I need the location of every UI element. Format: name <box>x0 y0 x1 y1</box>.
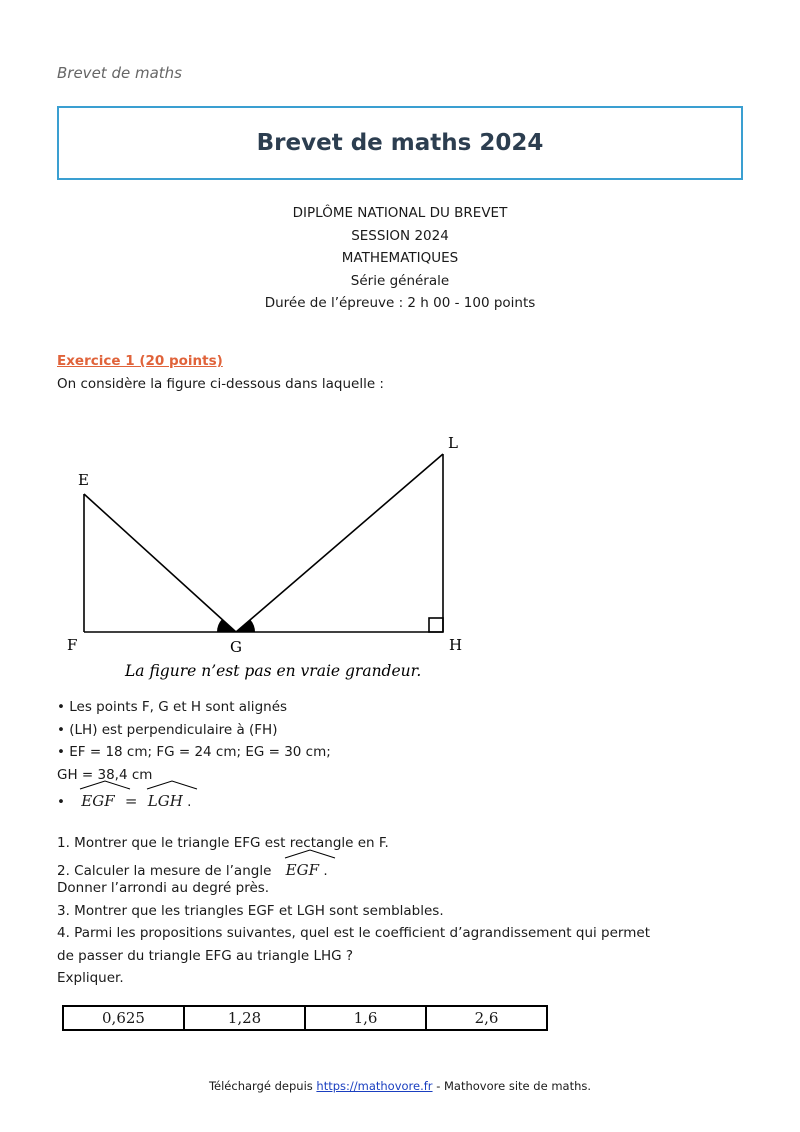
exam-info-line: DIPLÔME NATIONAL DU BREVET <box>292 205 508 221</box>
footer-link[interactable]: https://mathovore.fr <box>316 1079 433 1093</box>
angle-hat-icon <box>284 849 336 859</box>
exam-info-line: MATHEMATIQUES <box>341 250 459 266</box>
figure-caption: La figure n’est pas en vraie grandeur. <box>125 662 422 680</box>
table-row <box>63 1006 547 1030</box>
right-angle-mark <box>429 618 443 632</box>
question-4-line2: de passer du triangle EFG au triangle LHG ? <box>57 947 354 964</box>
triangle-efg <box>84 454 443 632</box>
period: . <box>323 862 328 879</box>
questions-list <box>57 832 650 990</box>
period: . <box>187 794 192 810</box>
choice-cell: 0,625 <box>63 1006 184 1030</box>
fact-item: • Les points F, G et H sont alignés <box>57 699 288 715</box>
exam-info-line: Durée de l’épreuve : 2 h 00 - 100 points <box>264 295 536 311</box>
fact-item: GH = 38,4 cm <box>57 766 153 783</box>
choice-cell: 2,6 <box>426 1006 547 1030</box>
angle-mark-left <box>217 619 236 632</box>
label-l: L <box>448 434 458 452</box>
question-2: 2. Calculer la mesure de l’angle EGF . <box>57 855 650 878</box>
question-1: 1. Montrer que le triangle EFG est rectangle en F. <box>57 835 389 851</box>
exam-info-line: SESSION 2024 <box>351 227 449 244</box>
facts-list <box>57 696 331 814</box>
question-2-rounding: Donner l’arrondi au degré près. <box>57 880 270 896</box>
question-3: 3. Montrer que les triangles EGF et LGH sont semblables. <box>57 902 444 919</box>
header-label: Brevet de maths <box>57 64 182 82</box>
choice-cell: 1,28 <box>184 1006 305 1030</box>
angle-hat-icon <box>146 780 198 790</box>
choices-table <box>62 1005 548 1031</box>
exam-info <box>0 202 800 315</box>
exercise-title: Exercice 1 (20 points) <box>57 353 223 369</box>
angle-egf: EGF <box>286 855 319 882</box>
title-box <box>57 106 743 180</box>
label-h: H <box>449 636 463 654</box>
exam-info-line: Série générale <box>350 272 450 289</box>
question-4-line3: Expliquer. <box>57 970 124 986</box>
footer-prefix: Téléchargé depuis <box>208 1079 313 1093</box>
segment-gl <box>236 454 443 632</box>
page-title: Brevet de maths 2024 <box>256 130 544 156</box>
angle-egf: EGF <box>81 786 114 813</box>
angle-hat-icon <box>79 780 131 790</box>
footer-suffix: - Mathovore site de maths. <box>436 1079 592 1093</box>
equals-sign: = <box>124 792 138 810</box>
label-g: G <box>230 638 242 656</box>
label-e: E <box>78 471 89 489</box>
choice-cell: 1,6 <box>305 1006 426 1030</box>
geometry-figure <box>57 428 477 688</box>
label-f: F <box>67 636 78 654</box>
segment-eg <box>84 494 236 632</box>
footer <box>0 1079 800 1093</box>
fact-item: • EF = 18 cm; FG = 24 cm; EG = 30 cm; <box>57 744 331 760</box>
angle-mark-right <box>236 620 255 632</box>
question-4-line1: 4. Parmi les propositions suivantes, quel est le coefficient d’agrandissement qui permet <box>57 925 650 941</box>
fact-item: • (LH) est perpendiculaire à (FH) <box>57 721 278 738</box>
angle-lgh: LGH <box>148 786 183 813</box>
exercise-intro: On considère la figure ci-dessous dans laquelle : <box>57 376 384 392</box>
bullet: • <box>57 794 65 810</box>
fact-item-angles <box>57 786 331 814</box>
